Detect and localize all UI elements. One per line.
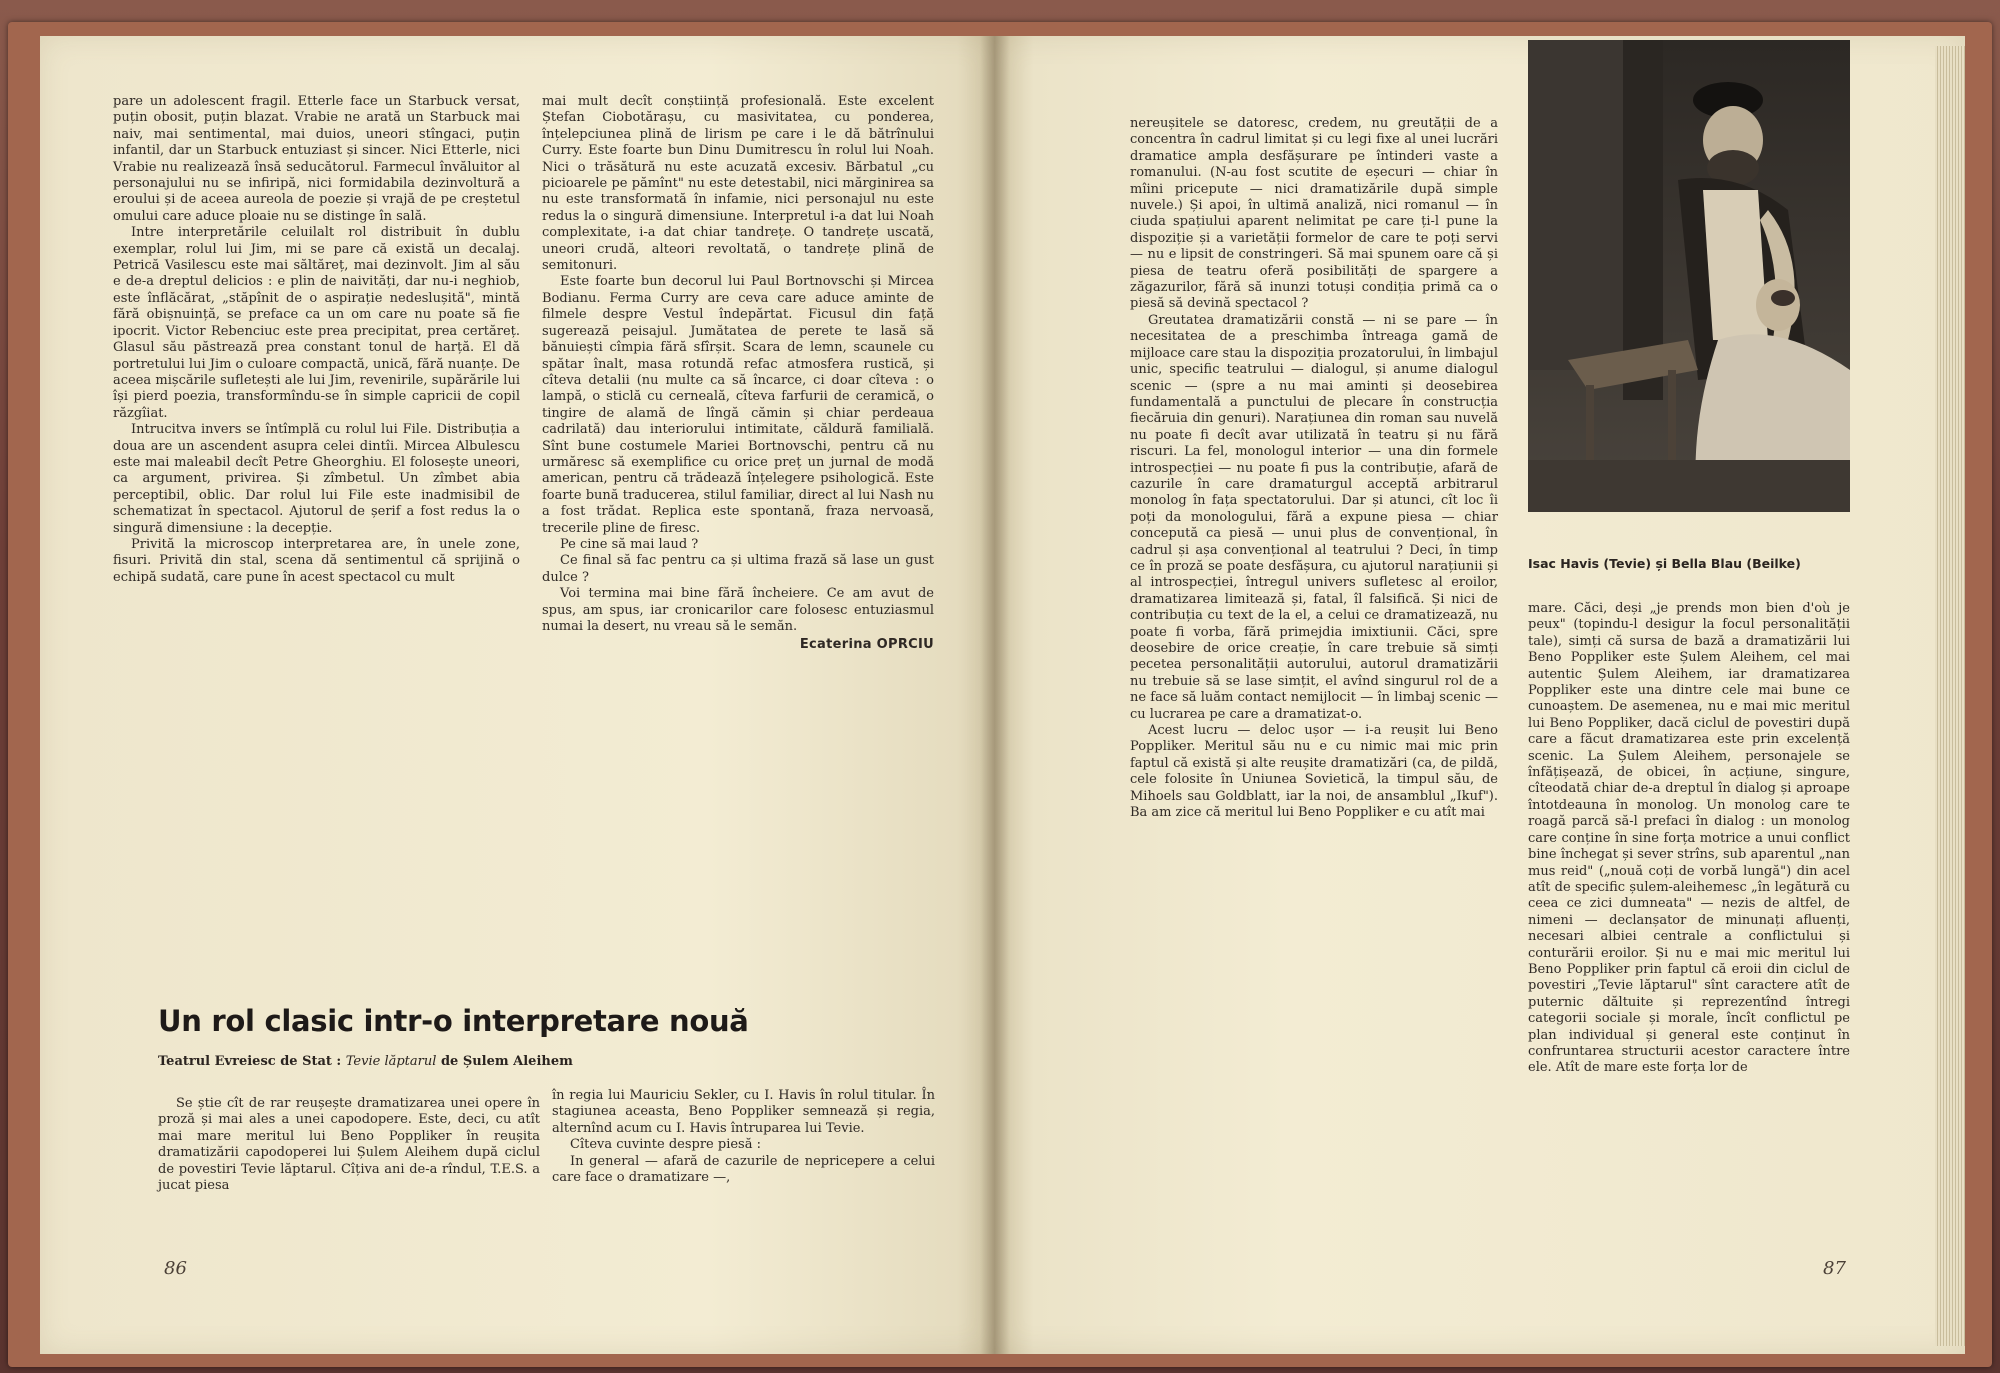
right-column-1	[1130, 116, 1498, 1276]
paragraph: mai mult decît conștiință profesională. Este excelent Ștefan Ciobotărașu, cu masivitatea, cu ponderea, înțelepciunea plină de lirism pe care i le dă bătrînului Curry. Este foarte bun Dinu Dumitrescu în rolul lui Noah. Nici o trăsătură nu este acuzată excesiv. Bărbatul „cu picioarele pe pămînt" nu este detestabil, nici mărginirea sa nu este transformată în infamie, nici personajul nu este redus la o singură dimensiune. Interpretul i-a dat lui Noah complexitate, i-a dat chiar tandrețe. O tandrețe uscată, uneori crudă, alteori revoltată, o tandrețe plină de semitonuri.	[542, 94, 934, 274]
paragraph: Cîteva cuvinte despre piesă :	[570, 1137, 761, 1153]
paragraph: nereușitele se datoresc, credem, nu greutății de a concentra în cadrul limitat și cu legi fixe al unei lucrări dramatice ampla desfășurare pe întinderi vaste a romanului. (N-au fost scutite de eșecuri — chiar în mîini pricepute — nici dramatizările după simple nuvele.) Și apoi, în ultimă analiză, nici romanul — în ciuda spațiului aparent nelimitat pe care ți-l pune la dispoziție și a varietății formelor de care te poți servi — nu e lipsit de constringeri. Să mai spunem oare că și piesa de teatru oferă posibilități de spargere a zăgazurilor, fără să inunzi totuși condiția primă ca o piesă să devină spectacol ?	[1130, 116, 1498, 312]
paragraph: Intre interpretările celuilalt rol distribuit în dublu exemplar, rolul lui Jim, mi se pare că există un decalaj. Petrică Vasilescu este mai săltăreț, mai dezinvolt. Jim al său e de-a dreptul delicios : e plin de naivități, dar nu-i neghiob, este înflăcărat, „stăpînit de o aspirație nedeslușită", mintă fără obișnuință, se preface ca un om care nu poate să fie ipocrit. Victor Rebenciuc este prea precipitat, prea certăreț. Glasul său păstrează prea constant tonul de harță. El dă portretului lui Jim o culoare compactă, unică, fără nuanțe. De aceea mișcările sufletești ale lui Jim, revenirile, supărările lui își pierd poezia, transformîndu-se în simple capricii de copil răzgîiat.	[113, 225, 520, 421]
paragraph: In general — afară de cazurile de nepricepere a celui care face o dramatizare —,	[552, 1153, 935, 1186]
author-signature: Ecaterina OPRCIU	[799, 637, 934, 653]
paragraph: în regia lui Mauriciu Sekler, cu I. Havis în rolul titular. În stagiunea aceasta, Beno Poppliker semnează și regia, alternînd acum cu I. Havis întruparea lui Tevie.	[552, 1088, 935, 1136]
theatre-scene-photo	[1528, 40, 1850, 512]
left-column-2-top	[542, 94, 934, 974]
article-subtitle	[158, 1054, 858, 1069]
subtitle-play-title: Tevie lăptarul	[345, 1054, 437, 1069]
left-column-1-top	[113, 94, 520, 964]
paragraph: Acest lucru — deloc ușor — i-a reușit lui Beno Poppliker. Meritul său nu e cu nimic mai mic prin faptul că există și alte reușite dramatizări (ca, de pildă, cele folosite în Uniunea Sovietică, la timpul său, de Mihoels sau Goldblatt, iar la noi, de ansamblul „Ikuf"). Ba am zice că meritul lui Beno Poppliker e cu atît mai	[1130, 723, 1498, 821]
paragraph: pare un adolescent fragil. Etterle face un Starbuck versat, puțin obosit, puțin blazat. Vrabie ne arată un Starbuck mai naiv, mai sentimental, mai duios, uneori stîngaci, puțin infantil, dar un Starbuck entuziast și sincer. Nici Etterle, nici Vrabie nu realizează însă seducătorul. Farmecul învăluitor al personajului nu se infiripă, nici formidabila dezinvoltură a eroului și de aceea aureola de poezie și vrajă de pe creștetul omului care aduce ploaie nu se distinge în sală.	[113, 94, 520, 224]
page-edges	[1935, 46, 1965, 1346]
paragraph: Intrucitva invers se întîmplă cu rolul lui File. Distribuția a doua are un ascendent asupra celei dintîi. Mircea Albulescu este mai maleabil decît Petre Gheorghiu. El folosește uneori, ca argument, privirea. Și zîmbetul. Un zîmbet abia perceptibil, oblic. Dar rolul lui File este inadmisibil de schematizat în spectacol. Ajutorul de șerif a fost redus la o singură dimensiune : la decepție.	[113, 422, 520, 536]
subtitle-author: de Șulem Aleihem	[440, 1054, 573, 1069]
right-page	[995, 36, 1965, 1354]
paragraph: Pe cine să mai laud ?	[560, 536, 699, 552]
article-title: Un rol clasic intr-o interpretare nouă	[158, 1004, 749, 1038]
page-number-left: 86	[164, 1258, 187, 1279]
left-column-1-bottom	[158, 1096, 540, 1276]
book-gutter	[980, 36, 1010, 1354]
left-page	[40, 36, 995, 1354]
open-magazine	[40, 36, 1965, 1354]
paragraph: Se știe cît de rar reușește dramatizarea unei opere în proză și mai ales a unei capodopere. Este, deci, cu atît mai mare meritul lui Beno Poppliker în reușita dramatizării capodoperei lui Șulem Aleihem după ciclul de povestiri Tevie lăptarul. Cîțiva ani de-a rîndul, T.E.S. a jucat piesa	[158, 1096, 540, 1194]
left-column-2-bottom	[552, 1088, 935, 1268]
paragraph: Ce final să fac pentru ca și ultima frază să lase un gust dulce ?	[542, 553, 934, 585]
paragraph: Privită la microscop interpretarea are, în unele zone, fisuri. Privită din stal, scena dă sentimentul că sprijină o echipă sudată, care pune în acest spectacol cu mult	[113, 536, 520, 585]
paragraph: Este foarte bun decorul lui Paul Bortnovschi și Mircea Bodianu. Ferma Curry are ceva care aduce aminte de filmele despre Vestul îndepărtat. Ficusul din față sugerează peisajul. Jumătatea de perete te lasă să bănuiești cîmpia fără sfîrșit. Scara de lemn, scaunele cu spătar înalt, masa rotundă refac atmosfera rustică, și cîteva detalii (nu multe ca să încarce, ci doar cîteva : o lampă, o sticlă cu cerneală, cîteva farfurii de ceramică, o tingire de alamă de lîngă cămin și chiar perdeaua cadrilată) dau interiorului intimitate, căldură familială. Sînt bune costumele Mariei Bortnovschi, pentru că nu urmăresc să exemplifice cu orice preț un jurnal de modă american, pentru că trădează înțelegere psihologică. Este foarte bună traducerea, stilul familiar, direct al lui Nash nu a fost trădat. Replica este spontană, fraza nervoasă, trecerile pline de firesc.	[542, 274, 934, 536]
paragraph: Greutatea dramatizării constă — ni se pare — în necesitatea de a preschimba întreaga gamă de mijloace care stau la dispoziția prozatorului, în limbajul unic, specific teatrului — dialogul, și anume dialogul scenic — (spre a nu mai aminti și deosebirea fundamentală a punctului de plecare în construcția fiecăruia din genuri). Narațiunea din roman sau nuvelă nu poate fi decît avar utilizată în teatru și nu fără riscuri. La fel, monologul interior — una din formele introspecției — nu poate fi pus la contribuție, afară de cazurile în care dramaturgul acceptă arbitrarul monolog în fața spectatorului. Dar și atunci, cît loc îi poți da monologului, fără a expune piesa — chiar concepută ca piesă — unui plus de convențional, în cadrul și așa convențional al teatrului ? Deci, în timp ce în proză se poate desfășura, cu ajutorul narațiunii și al introspecției, întregul univers sufletesc al eroilor, dramatizarea limitează și, fatal, îl falsifică. Și nici de contribuția cu text de la el, a celui ce dramatizează, nu poate fi vorba, fără primejdia imixtiunii. Căci, spre deosebire de orice creație, în care trebuie să simți pecetea personalității autorului, autorul dramatizării nu trebuie să se lase simțit, el avînd singurul rol de a ne face să luăm contact nemijlocit — în limbaj scenic — cu lucrarea pe care a dramatizat-o.	[1130, 312, 1498, 722]
paragraph: Voi termina mai bine fără încheiere. Ce am avut de spus, am spus, iar cronicarilor care folosesc entuziasmul numai la desert, nu vreau să le semăn.	[542, 586, 934, 634]
page-number-right: 87	[1823, 1258, 1846, 1279]
photo-image	[1528, 40, 1850, 512]
right-column-2	[1528, 601, 1850, 1276]
paragraph: mare. Căci, deși „je prends mon bien d'où je peux" (topindu-l desigur la focul personalității tale), simți că sursa de bază a dramatizării lui Beno Poppliker este Șulem Aleihem, cel mai autentic Șulem Aleihem, iar dramatizarea Poppliker este una dintre cele mai bune ce cunoaștem. De asemenea, nu e mai mic meritul lui Beno Poppliker, dacă ciclul de povestiri după care a făcut dramatizarea este prin excelență scenic. La Șulem Aleihem, personajele se înfățișează, de obicei, în acțiune, singure, cîteodată chiar de-a dreptul în dialog și aproape întotdeauna în monolog. Un monolog care te roagă parcă să-l prefaci în dialog : un monolog care conține în sine forța motrice a unui conflict bine închegat și sever strîns, sub aparentul „nan mus reid" („nouă coți de vorbă lungă") din acel atît de specific șulem-aleihemesc „în legătură cu ceea ce zici dumneata" — nezis de altfel, de nimeni — declanșator de minunați afluenți, necesari albiei centrale a conflictului și conturării eroilor. Și nu e mai mic meritul lui Beno Poppliker prin faptul că eroii din ciclul de povestiri „Tevie lăptarul" sînt caractere atît de puternic dăltuite și reprezentînd întregi categorii sociale și morale, încît conflictul pe plan individual și general este conținut în confruntarea structurii acestor caractere între ele. Atît de mare este forța lor de	[1528, 601, 1850, 1076]
subtitle-theatre: Teatrul Evreiesc de Stat :	[158, 1054, 342, 1069]
photo-caption: Isac Havis (Tevie) și Bella Blau (Beilke)	[1528, 556, 1801, 571]
